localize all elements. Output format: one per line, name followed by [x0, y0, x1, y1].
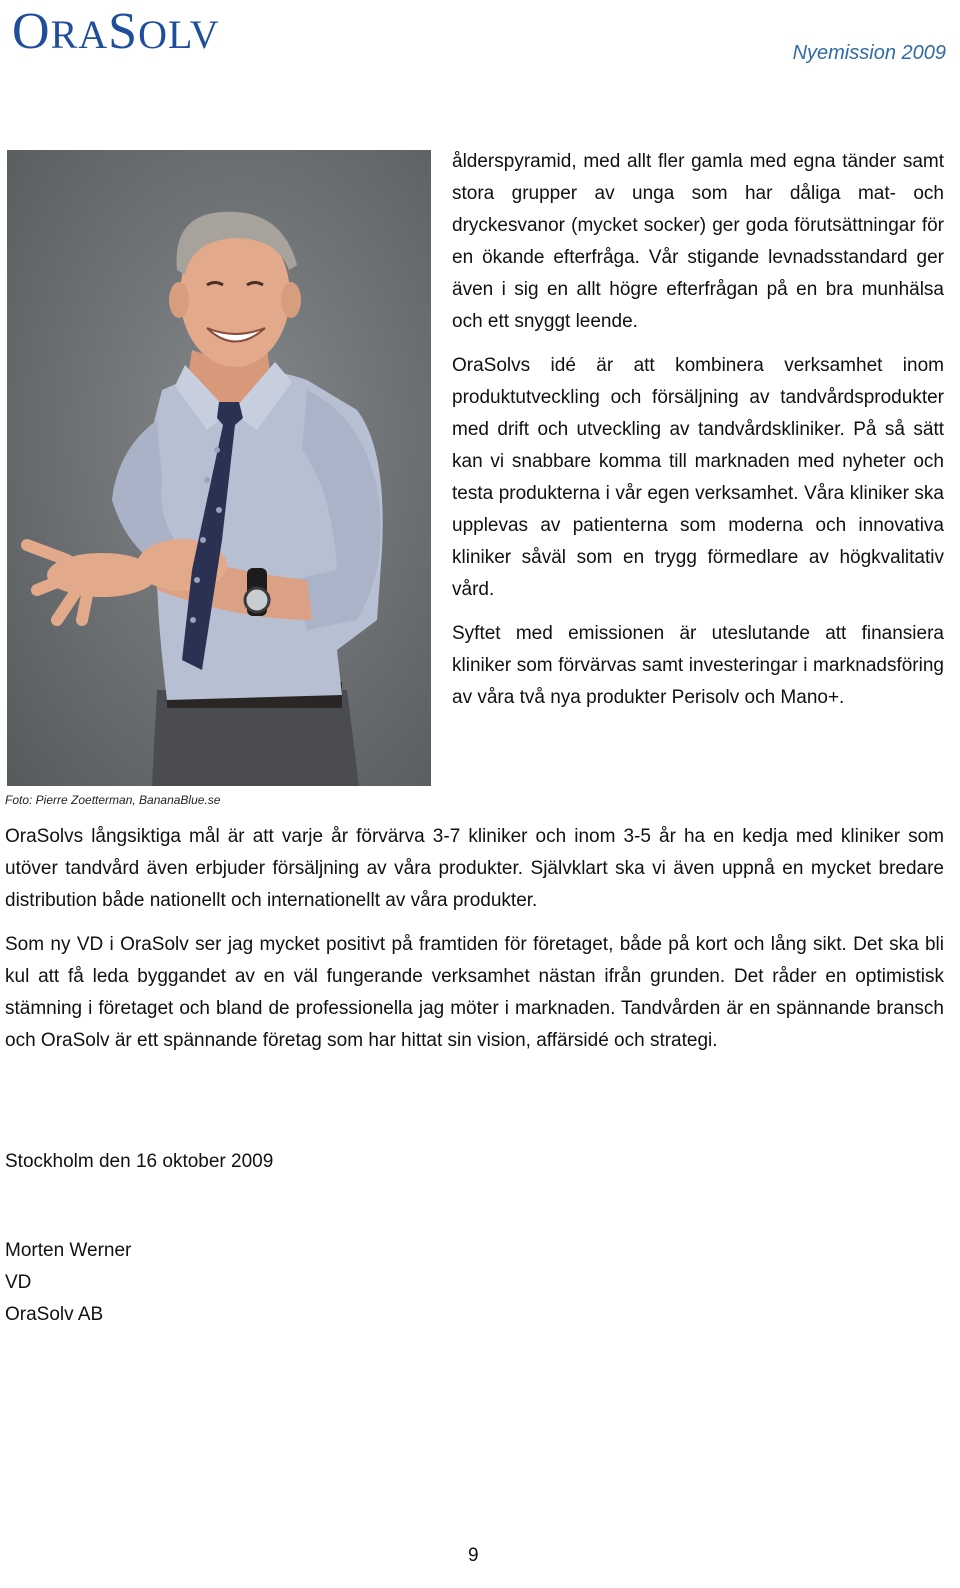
signer-company: OraSolv AB — [5, 1304, 104, 1325]
paragraph-long-term-goals: OraSolvs långsiktiga mål är att varje år förvärva 3-7 kliniker och inom 3-5 år ha en kedja med kliniker som utöver tandvård även erbjuder försäljning av våra produkter. Självklart ska vi även uppnå en mycket bredare distribution både nationellt och internationellt av våra produkter. — [5, 826, 944, 911]
signature-block — [5, 1235, 131, 1331]
photo-caption: Foto: Pierre Zoetterman, BananaBlue.se — [5, 793, 221, 807]
paragraph-demographics: ålderspyramid, med allt fler gamla med egna tänder samt stora grupper av unga som har dåliga mat- och dryckesvanor (mycket socker) ger goda förutsättningar för en ökande efterfråga. Vår stigande levnadsstandard ger även i sig en allt högre efterfrågan på en bra munhälsa och ett snyggt leende. — [452, 151, 944, 332]
paragraph-emission-purpose: Syftet med emissionen är uteslutande att finansiera kliniker som förvärvas samt investeringar i marknadsföring av våra två nya produkter Perisolv och Mano+. — [452, 623, 944, 708]
right-text-column — [452, 146, 944, 714]
place-date: Stockholm den 16 oktober 2009 — [5, 1151, 274, 1172]
signer-name: Morten Werner — [5, 1240, 132, 1261]
paragraph-ceo-outlook: Som ny VD i OraSolv ser jag mycket positivt på framtiden för företaget, både på kort och lång sikt. Det ska bli kul att få leda byggandet av en väl fungerande verksamhet nästan ifrån grunden. Det råder en optimistisk stämning i företaget och bland de professionella jag möter i marknaden. Tandvården är en spännande bransch och OraSolv är ett spännande företag som har hittat sin vision, affärsidé och strategi. — [5, 934, 944, 1051]
signer-title: VD — [5, 1272, 32, 1293]
paragraph-business-idea: OraSolvs idé är att kombinera verksamhet inom produktutveckling och försäljning av tandvårdsprodukter med drift och utveckling av tandvårdskliniker. På så sätt kan vi snabbare komma till marknaden med nyheter och testa produkterna i vår egen verksamhet. Våra kliniker ska upplevas av patienterna som moderna och innovativa kliniker såväl som en trygg förmedlare av högkvalitativ vård. — [452, 355, 944, 600]
orasolv-logo: ORASOLV — [12, 3, 220, 60]
header-issue-label: Nyemission 2009 — [792, 42, 946, 64]
portrait-photo — [7, 150, 431, 786]
page-number: 9 — [468, 1545, 479, 1566]
